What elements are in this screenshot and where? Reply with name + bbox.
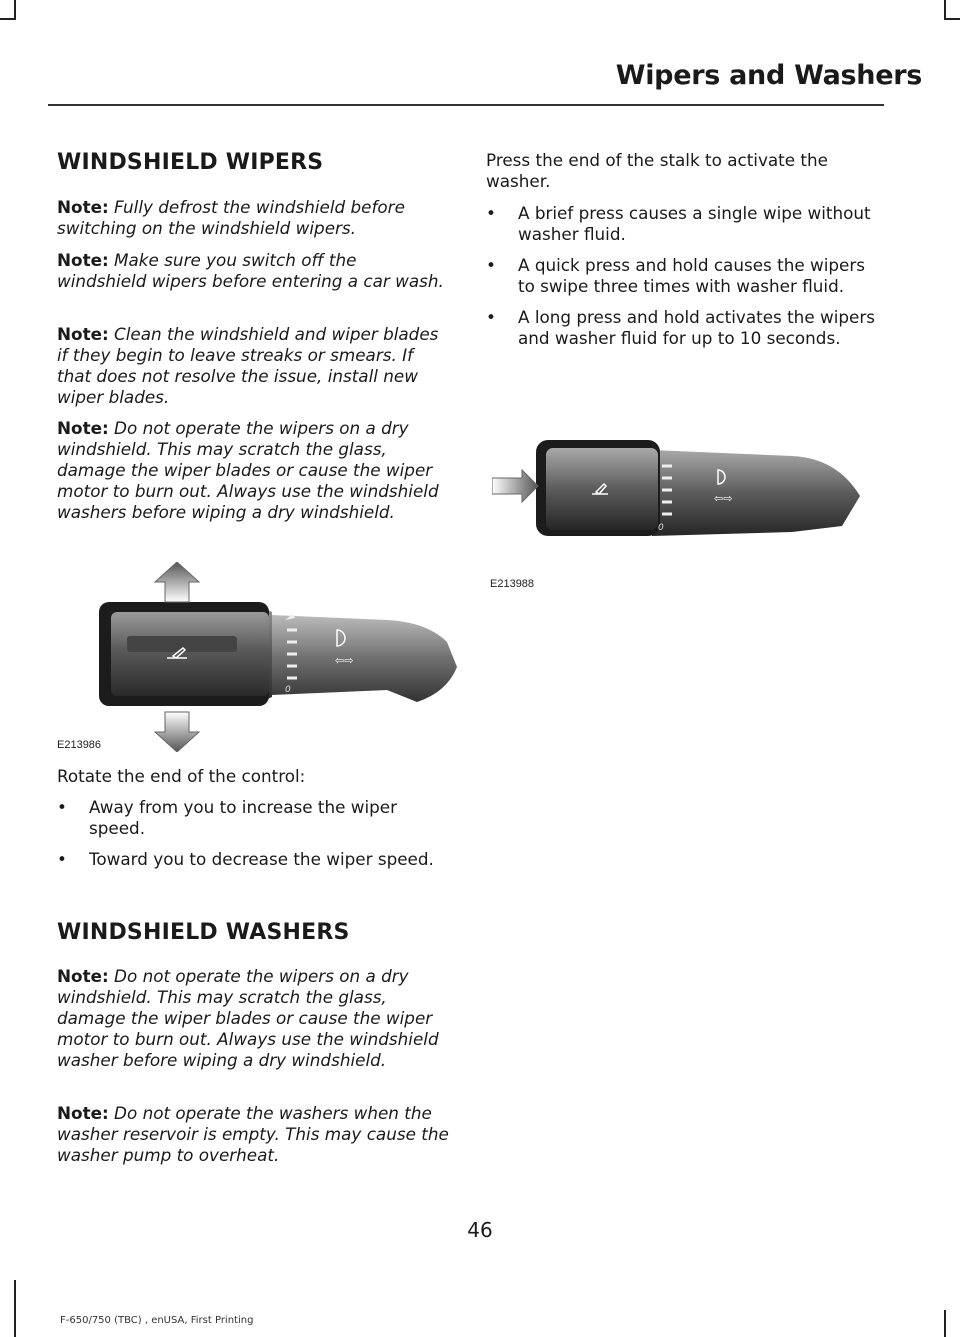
footer-text: F-650/750 (TBC) , enUSA, First Printing: [60, 1315, 254, 1326]
list-item: • Toward you to decrease the wiper speed.: [57, 849, 450, 870]
note-label: Note:: [57, 250, 109, 270]
list-item: • Away from you to increase the wiper speed.: [57, 797, 450, 839]
header-divider: [48, 104, 884, 106]
crop-mark: [946, 18, 960, 20]
note-text: Make sure you switch off the windshield wipers before entering a car wash.: [57, 250, 444, 291]
crop-mark: [944, 1310, 946, 1337]
list-item: • A quick press and hold causes the wipers to swipe three times with washer fluid.: [486, 255, 879, 297]
crop-mark: [944, 0, 946, 20]
section-heading-washers: WINDSHIELD WASHERS: [57, 920, 350, 945]
crop-mark: [14, 0, 16, 20]
list-item: • A long press and hold activates the wipers and washer fluid for up to 10 seconds.: [486, 307, 879, 349]
note-label: Note:: [57, 324, 109, 344]
page-header-title: Wipers and Washers: [615, 60, 922, 91]
note-text: Clean the windshield and wiper blades if they begin to leave streaks or smears. If that does not resolve the issue, install new wiper blades.: [57, 324, 439, 407]
note-text: Do not operate the washers when the washer reservoir is empty. This may cause the washer pump to overheat.: [57, 1103, 449, 1165]
note-paragraph: [57, 1103, 450, 1166]
note-label: Note:: [57, 197, 109, 217]
note-text: Do not operate the wipers on a dry windshield. This may scratch the glass, damage the wiper blades or cause the wiper motor to burn out. Always use the windshield washer before wiping a dry windshield.: [57, 966, 439, 1070]
note-paragraph: [57, 418, 450, 523]
svg-text:⇦⇨: ⇦⇨: [714, 492, 733, 505]
note-paragraph: [57, 197, 450, 239]
crop-mark: [0, 18, 14, 20]
svg-text:0: 0: [658, 523, 664, 533]
rotate-intro: Rotate the end of the control:: [57, 766, 306, 786]
wiper-stalk-press-illustration: [492, 436, 880, 548]
svg-text:0: 0: [285, 685, 291, 695]
page-number: 46: [467, 1218, 493, 1242]
crop-mark: [14, 1280, 16, 1337]
note-label: Note:: [57, 966, 109, 986]
rotate-bullets: [57, 797, 450, 880]
note-text: Do not operate the wipers on a dry windshield. This may scratch the glass, damage the wiper blades or cause the wiper motor to burn out. Always use the windshield washers before wiping a dry windshield.: [57, 418, 439, 522]
wiper-stalk-rotate-illustration: [97, 562, 457, 752]
washer-intro: Press the end of the stalk to activate the washer.: [486, 150, 828, 191]
section-heading-wipers: WINDSHIELD WIPERS: [57, 150, 324, 175]
figure-code: E213986: [57, 739, 102, 751]
note-paragraph: [57, 324, 450, 408]
note-label: Note:: [57, 418, 109, 438]
note-text: Fully defrost the windshield before switching on the windshield wipers.: [57, 197, 405, 238]
figure-code: E213988: [490, 578, 535, 590]
note-paragraph: [57, 966, 450, 1071]
list-item: • A brief press causes a single wipe without washer fluid.: [486, 203, 879, 245]
svg-text:⇦⇨: ⇦⇨: [335, 654, 354, 667]
note-label: Note:: [57, 1103, 109, 1123]
washer-bullets: [486, 203, 879, 359]
note-paragraph: [57, 250, 450, 292]
